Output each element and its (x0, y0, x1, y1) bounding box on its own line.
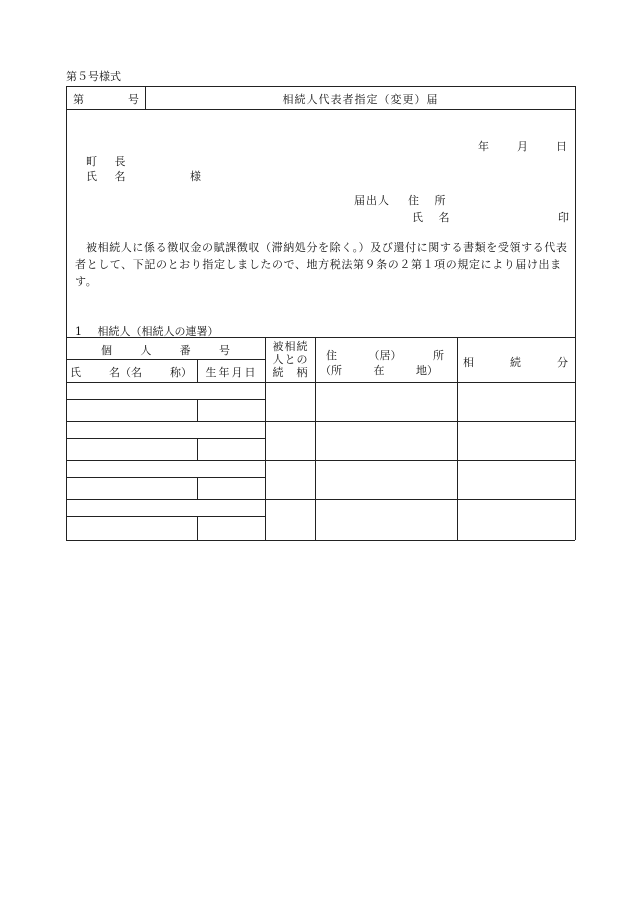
row4-birth[interactable] (199, 518, 263, 538)
row4-share[interactable] (459, 501, 573, 538)
header-personal-number (101, 342, 230, 358)
seal-mark: 印 (558, 211, 569, 224)
addressee-line1-b: 長 (114, 155, 126, 168)
header-share-1: 相 (463, 356, 474, 369)
header-personal-number-4: 号 (218, 344, 230, 357)
header-name-2: 名（名 (109, 366, 142, 379)
row3-relation[interactable] (267, 462, 313, 497)
table-top (66, 337, 575, 338)
notifier-name-label (412, 209, 450, 225)
row2-mid (66, 438, 265, 439)
header-personal-number-2: 人 (140, 344, 152, 357)
col-address-left (315, 337, 316, 540)
section-title: 相続人（相続人の連署） (97, 325, 219, 338)
addressee-line2 (86, 168, 126, 184)
frame-bottom (66, 540, 575, 541)
row3-bottom (66, 499, 575, 500)
header-name-3: 称） (170, 366, 192, 379)
header-birth: 生年月日 (205, 366, 258, 379)
addressee-line2-a: 氏 (86, 170, 97, 183)
row3-share[interactable] (459, 462, 573, 497)
row4-name[interactable] (68, 518, 195, 538)
header-name (70, 364, 192, 380)
number-label-right: 号 (128, 93, 139, 106)
header-address-1a: 住 (326, 349, 337, 362)
frame-top (66, 86, 575, 87)
notifier-name-a: 氏 (412, 211, 423, 224)
row1-birth[interactable] (199, 401, 263, 419)
frame-right (575, 86, 576, 540)
header-bottom (66, 382, 575, 383)
notifier-address-label (408, 192, 446, 208)
col-birth-left-r1 (197, 399, 198, 421)
row1-mid (66, 399, 265, 400)
header-address-2b: 在 (373, 364, 385, 377)
addressee-line1-a: 町 (86, 155, 97, 168)
header-personal-number-3: 番 (179, 344, 191, 357)
row1-relation[interactable] (267, 384, 313, 419)
form-title: 相続人代表者指定（変更）届 (282, 93, 439, 106)
row1-share[interactable] (459, 384, 573, 419)
row1-personal-number[interactable] (68, 384, 263, 397)
header-personal-number-1: 個 (101, 344, 112, 357)
header-address-1b: （居） (368, 349, 402, 362)
addressee-line1 (86, 153, 126, 169)
header-relation-1: 被相続 (272, 340, 309, 353)
col-share-left (457, 337, 458, 540)
form-number: 第５号様式 (66, 70, 121, 83)
date-month: 月 (517, 140, 528, 153)
body-paragraph: 被相続人に係る徴収金の賦課徴収（滞納処分を除く。）及び還付に関する書類を受領する代表者として、下記のとおり指定しましたので、地方税法第９条の２第１項の規定により届け出ます。 (75, 241, 568, 288)
row2-birth[interactable] (199, 440, 263, 458)
row1-bottom (66, 421, 575, 422)
row1-name[interactable] (68, 401, 195, 419)
row2-personal-number[interactable] (68, 423, 263, 436)
row3-name[interactable] (68, 479, 195, 497)
row2-bottom (66, 460, 575, 461)
header-share (463, 354, 568, 370)
notifier-name-b: 名 (438, 211, 450, 224)
notifier-label: 届出人 (354, 194, 390, 207)
header-address-2c: 地） (416, 364, 438, 377)
header-share-2: 続 (510, 356, 521, 369)
section-number: 1 (75, 325, 82, 338)
header-address-2 (320, 362, 438, 378)
col-birth-left-r4 (197, 516, 198, 540)
row3-mid (66, 477, 265, 478)
col-birth-left-r3 (197, 477, 198, 499)
header-name-1: 氏 (70, 366, 81, 379)
row4-personal-number[interactable] (68, 501, 263, 514)
row2-relation[interactable] (267, 423, 313, 458)
row4-address[interactable] (317, 501, 455, 538)
number-label-left: 第 (73, 93, 84, 106)
header-mid (66, 359, 265, 360)
header-address-1c: 所 (433, 349, 444, 362)
number-field-label (73, 91, 139, 107)
addressee-honorific: 様 (190, 170, 201, 183)
date-day: 日 (556, 140, 567, 153)
row1-address[interactable] (317, 384, 455, 419)
row3-personal-number[interactable] (68, 462, 263, 475)
row3-birth[interactable] (199, 479, 263, 497)
notifier-address-a: 住 (408, 194, 419, 207)
row2-name[interactable] (68, 440, 195, 458)
header-address-2a: （所 (320, 364, 342, 377)
row2-address[interactable] (317, 423, 455, 458)
addressee-line2-b: 名 (114, 170, 126, 183)
row2-share[interactable] (459, 423, 573, 458)
header-relation-3: 続 柄 (272, 366, 309, 379)
header-address-1 (326, 347, 444, 363)
header-relation (266, 340, 315, 379)
row4-relation[interactable] (267, 501, 313, 538)
header-relation-2: 人との (272, 353, 309, 366)
date-year: 年 (478, 140, 489, 153)
frame-header-bottom (66, 109, 575, 110)
row3-address[interactable] (317, 462, 455, 497)
row4-mid (66, 516, 265, 517)
notifier-address-b: 所 (434, 194, 446, 207)
header-share-3: 分 (557, 356, 568, 369)
col-birth-left-r2 (197, 438, 198, 460)
frame-left (66, 86, 67, 540)
